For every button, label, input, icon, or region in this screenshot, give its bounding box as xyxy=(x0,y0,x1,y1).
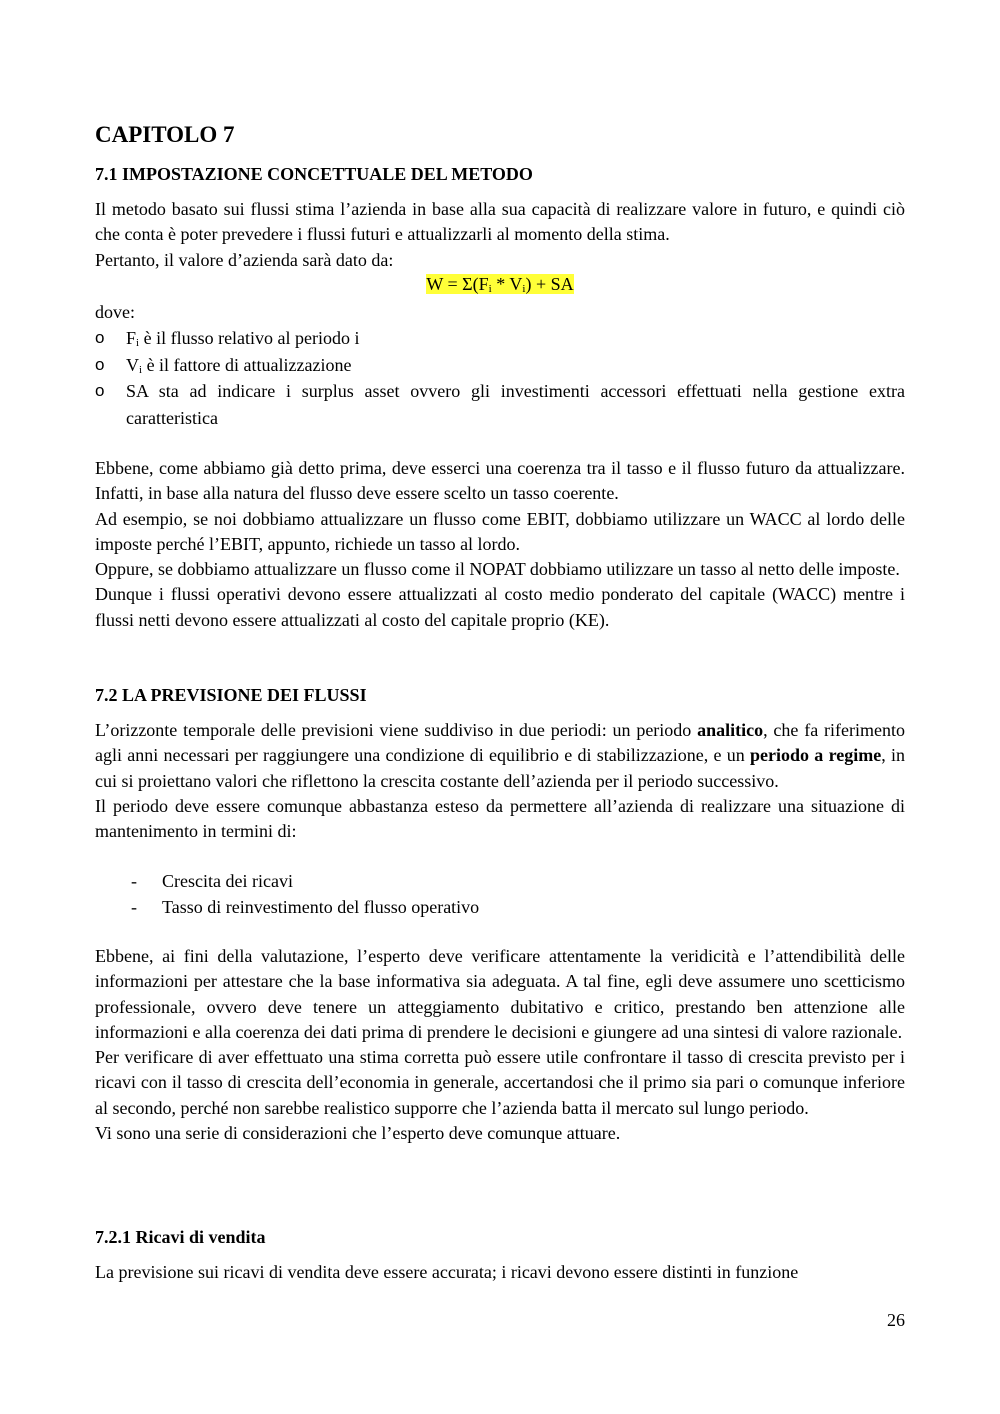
chapter-title: CAPITOLO 7 xyxy=(95,122,235,147)
section-heading-7-2: 7.2 LA PREVISIONE DEI FLUSSI xyxy=(95,685,367,705)
where-label: dove: xyxy=(95,302,135,322)
valuation-formula xyxy=(95,272,905,297)
formula-highlight: $W = \Sigma(F_i * V_i)$ + SA xyxy=(426,274,574,295)
document-page xyxy=(95,0,905,1414)
section-2-body-paragraph: Ebbene, ai fini della valutazione, l’esperto deve verificare attentamente la veridicità e l’attendibilità delle informazioni per attestare che la base informativa sia adeguata. A tal fine, egli deve assumere uno scetticismo professionale, ovvero deve tenere un atteggiamento dubitativo e critico, prestando ben attenzione alle informazioni e alla coerenza dei dati prima di prendere le decisioni e giungere ad una sintesi di valore razionale. Per verificare di aver effettuato una stima corretta può essere utile confrontare il tasso di crescita previsto per i ricavi con il tasso di crescita dell’economia in generale, accertandosi che il primo sia pari o comunque inferiore al secondo, perché non sarebbe realistico supporre che l’azienda batta il mercato sul lungo periodo. Vi sono una serie di considerazioni che l’esperto deve comunque attuare. xyxy=(95,946,905,1144)
list-item: - Tasso di reinvestimento del flusso operativo xyxy=(95,895,905,921)
section-1-body-paragraph: Ebbene, come abbiamo già detto prima, deve esserci una coerenza tra il tasso e il flusso futuro da attualizzare. Infatti, in base alla natura del flusso deve essere scelto un tasso coerente. Ad esempio, se noi dobbiamo attualizzare un flusso come EBIT, dobbiamo utilizzare un WACC al lordo delle imposte perché l’EBIT, appunto, richiede un tasso al lordo. Oppure, se dobbiamo attualizzare un flusso come il NOPAT dobbiamo utilizzare un tasso al netto delle imposte. Dunque i flussi operativi devono essere attualizzati al costo medio ponderato del capitale (WACC) mentre i flussi netti devono essere attualizzati al costo del capitale proprio (KE). xyxy=(95,458,905,630)
dash-marker: - xyxy=(131,896,137,917)
page-number: 26 xyxy=(887,1310,905,1330)
bullet-marker: o xyxy=(95,354,105,374)
bullet-marker: o xyxy=(95,328,105,347)
dash-marker: - xyxy=(131,871,137,891)
list-item: o $F_i$ è il flusso relativo al periodo i xyxy=(95,325,905,352)
subsection-paragraph: La previsione sui ricavi di vendita deve essere accurata; i ricavi devono essere distinti in funzione xyxy=(95,1262,799,1282)
intro-text: Il metodo basato sui flussi stima l’azienda in base alla sua capacità di realizzare valore in futuro, e quindi ciò che conta è poter prevedere i flussi futuri e attualizzarli al momento della stima. xyxy=(95,199,905,245)
list-item: o $V_i$ è il fattore di attualizzazione xyxy=(95,352,905,379)
section-1-intro-paragraph xyxy=(95,197,905,273)
subsection-heading-7-2-1: 7.2.1 Ricavi di vendita xyxy=(95,1227,266,1247)
bold-term-periodo-a-regime: periodo a regime xyxy=(750,745,882,766)
bold-term-analitico: analitico xyxy=(697,720,764,740)
formula-definitions-list xyxy=(95,325,905,431)
list-item: - Crescita dei ricavi xyxy=(95,869,905,895)
formula-intro-text: Pertanto, il valore d’azienda sarà dato da: xyxy=(95,249,394,270)
list-item: o SA sta ad indicare i surplus asset ovvero gli investimenti accessori effettuati nella gestione extra caratteristica xyxy=(95,378,905,431)
maintenance-terms-list xyxy=(95,869,905,920)
section-heading-7-1: 7.1 IMPOSTAZIONE CONCETTUALE DEL METODO xyxy=(95,164,533,184)
section-2-paragraph: L’orizzonte temporale delle previsioni viene suddiviso in due periodi: un periodo analitico, che fa riferimento agli anni necessari per raggiungere una condizione di equilibrio e di stabilizzazione, e un periodo a regime, in cui si proiettano valori che riflettono la crescita costante dell’azienda per il periodo successivo. Il periodo deve essere comunque abbastanza esteso da permettere all’azienda di realizzare una situazione di mantenimento in termini di: xyxy=(95,720,905,842)
bullet-marker: o xyxy=(95,381,105,400)
